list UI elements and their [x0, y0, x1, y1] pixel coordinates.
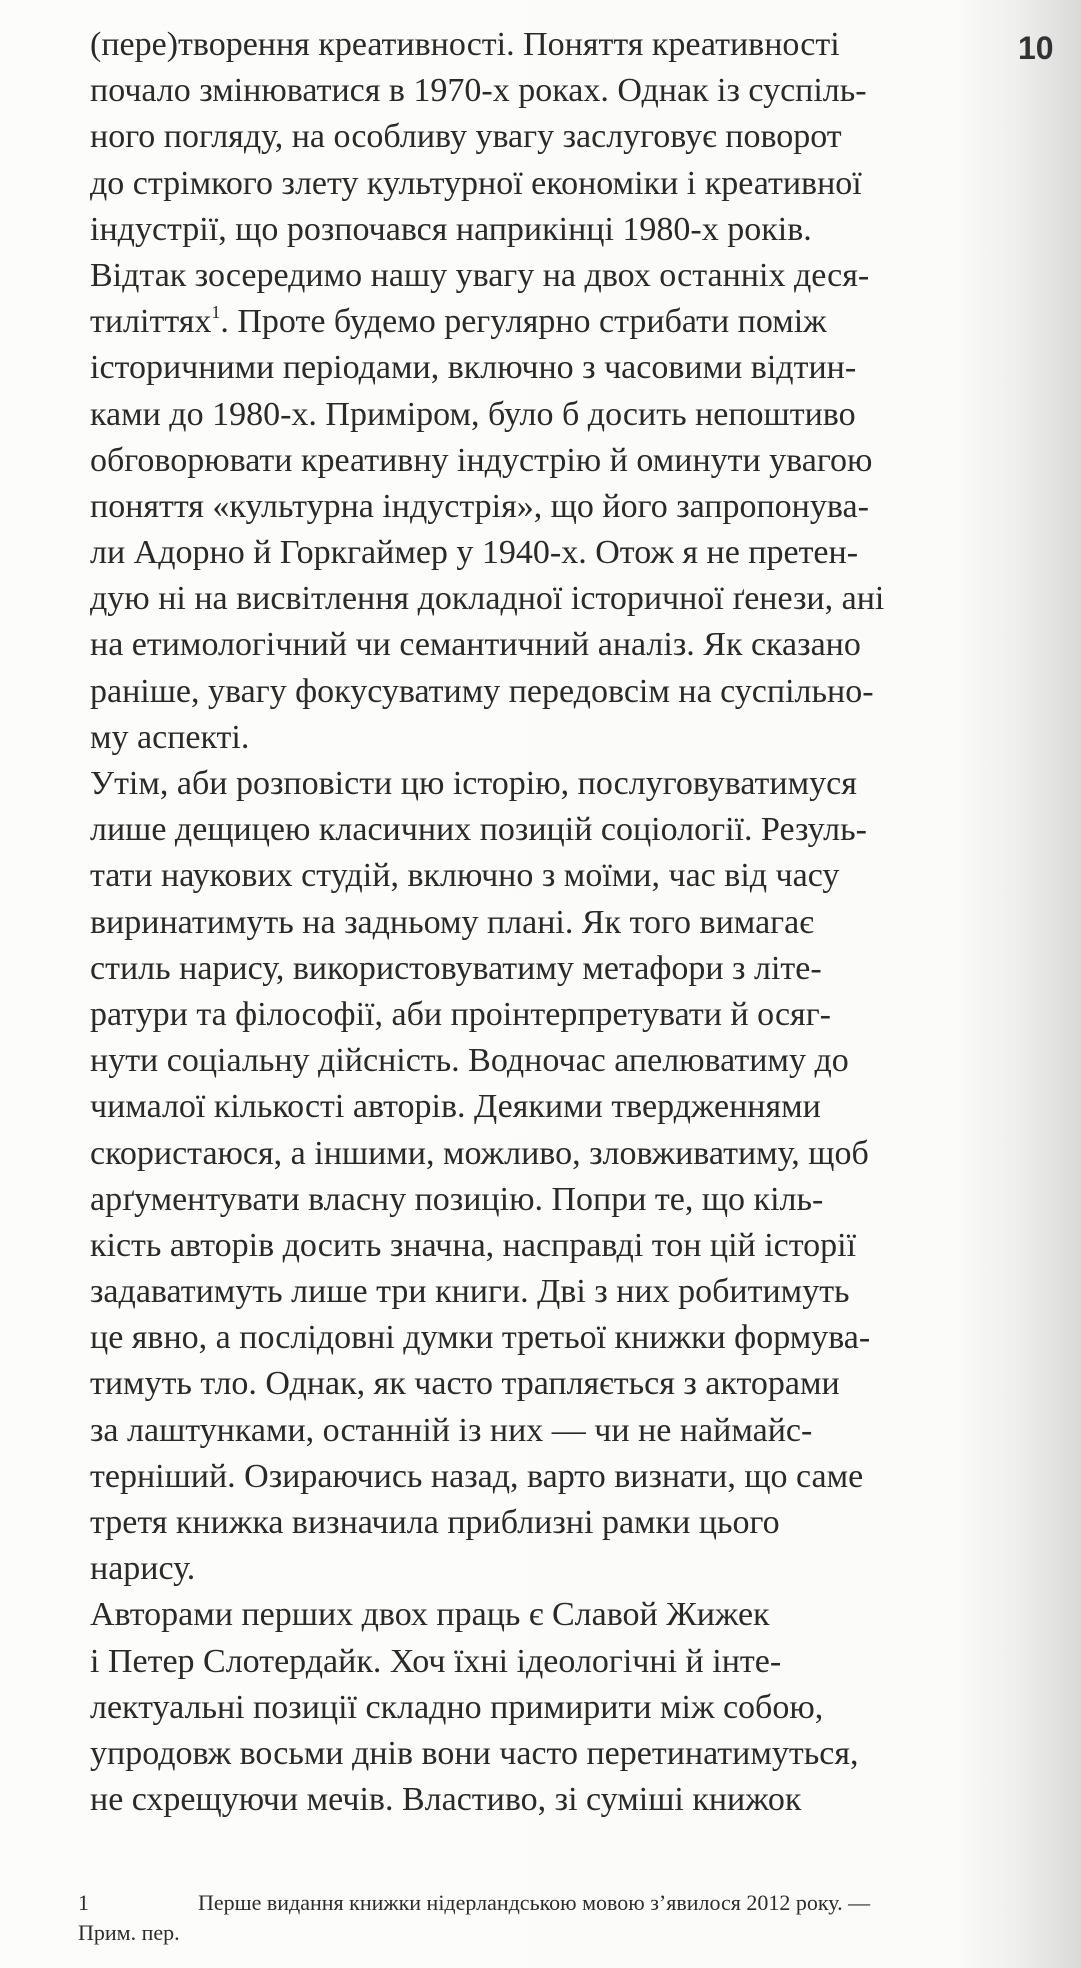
text-fragment: тиліттях [90, 303, 212, 341]
text-line: історичними періодами, включно з часовими відтин- [90, 349, 857, 387]
footnote-reference[interactable]: 1 [211, 302, 221, 323]
text-line: за лаштунками, останній із них — чи не наймайс- [90, 1411, 813, 1449]
text-line: тимуть тло. Однак, як часто трапляється з акторами [90, 1365, 840, 1403]
text-line: до стрімкого злету культурної економіки і креативної [90, 164, 862, 202]
text-line: упродовж восьми днів вони часто перетинатимуться, [90, 1734, 859, 1772]
text-fragment: . Проте будемо регулярно стрибати поміж [220, 303, 827, 341]
text-line: лектуальні позиції складно примирити між собою, [90, 1688, 824, 1726]
text-line-with-footnote-ref [90, 299, 990, 345]
footnote-text: Перше видання книжки нідерландською мовою з’явилося 2012 року. — [198, 1890, 871, 1915]
text-line: це явно, а послідовні думки третьої книжки формува- [90, 1319, 871, 1357]
text-line: почало змінюватися в 1970-х роках. Однак із суспіль- [90, 72, 867, 110]
footnote-number: 1 [78, 1890, 89, 1915]
text-line: нути соціальну дійсність. Водночас апелюватиму до [90, 1042, 849, 1080]
text-line: на етимологічний чи семантичний аналіз. Як сказано [90, 626, 861, 664]
text-line: задаватимуть лише три книги. Дві з них робитимуть [90, 1273, 850, 1311]
text-line: і Петер Слотердайк. Хоч їхні ідеологічні й інте- [90, 1642, 782, 1680]
text-line: ли Адорно й Горкгаймер у 1940-х. Отож я не претен- [90, 534, 859, 572]
text-line: не схрещуючи мечів. Властиво, зі суміші книжок [90, 1781, 802, 1819]
text-line: раніше, увагу фокусуватиму передовсім на суспільно- [90, 672, 874, 710]
text-line: нарису. [90, 1550, 196, 1588]
footnote-continuation: Прим. пер. [78, 1920, 180, 1945]
text-line: третя книжка визначила приблизні рамки цього [90, 1504, 780, 1541]
footnote-row [78, 1888, 978, 1918]
footnote [78, 1888, 978, 1948]
text-line: ками до 1980-х. Приміром, було б досить непоштиво [90, 395, 856, 433]
text-line: обговорювати креативну індустрію й оминути увагою [90, 441, 873, 479]
text-line: Утім, аби розповісти цю історію, послуговуватимуся [90, 765, 857, 802]
text-line: індустрії, що розпочався наприкінці 1980-х років. [90, 210, 812, 248]
text-line: (пере)творення креативності. Поняття креативності [90, 26, 840, 63]
text-line: стиль нарису, використовуватиму метафори з літе- [90, 949, 822, 987]
page-number: 10 [1018, 30, 1054, 66]
text-line: тати наукових студій, включно з моїми, час від часу [90, 857, 840, 895]
text-line: поняття «культурна індустрія», що його запропонува- [90, 487, 869, 525]
text-line: дую ні на висвітлення докладної історичної ґенези, ані [90, 580, 885, 618]
text-line: арґументувати власну позицію. Попри те, що кіль- [90, 1180, 824, 1218]
text-line: лише дещицею класичних позицій соціології. Резуль- [90, 811, 867, 849]
text-line: терніший. Озираючись назад, варто визнати, що саме [90, 1457, 864, 1495]
text-line: скористаюся, а іншими, можливо, зловживатиму, щоб [90, 1134, 869, 1172]
text-line: Авторами перших двох праць є Славой Жижек [90, 1596, 770, 1634]
text-line: виринатимуть на задньому плані. Як того вимагає [90, 903, 814, 941]
body-text [90, 22, 990, 1823]
text-line: Відтак зосередимо нашу увагу на двох останніх деся- [90, 256, 870, 294]
text-line: ного погляду, на особливу увагу заслуговує поворот [90, 118, 842, 156]
text-line: му аспекті. [90, 718, 250, 756]
text-line: кість авторів досить значна, насправді тон цій історії [90, 1226, 857, 1264]
text-line: ратури та філософії, аби проінтерпретувати й осяг- [90, 995, 831, 1033]
text-line: чималої кількості авторів. Деякими твердженнями [90, 1088, 821, 1126]
